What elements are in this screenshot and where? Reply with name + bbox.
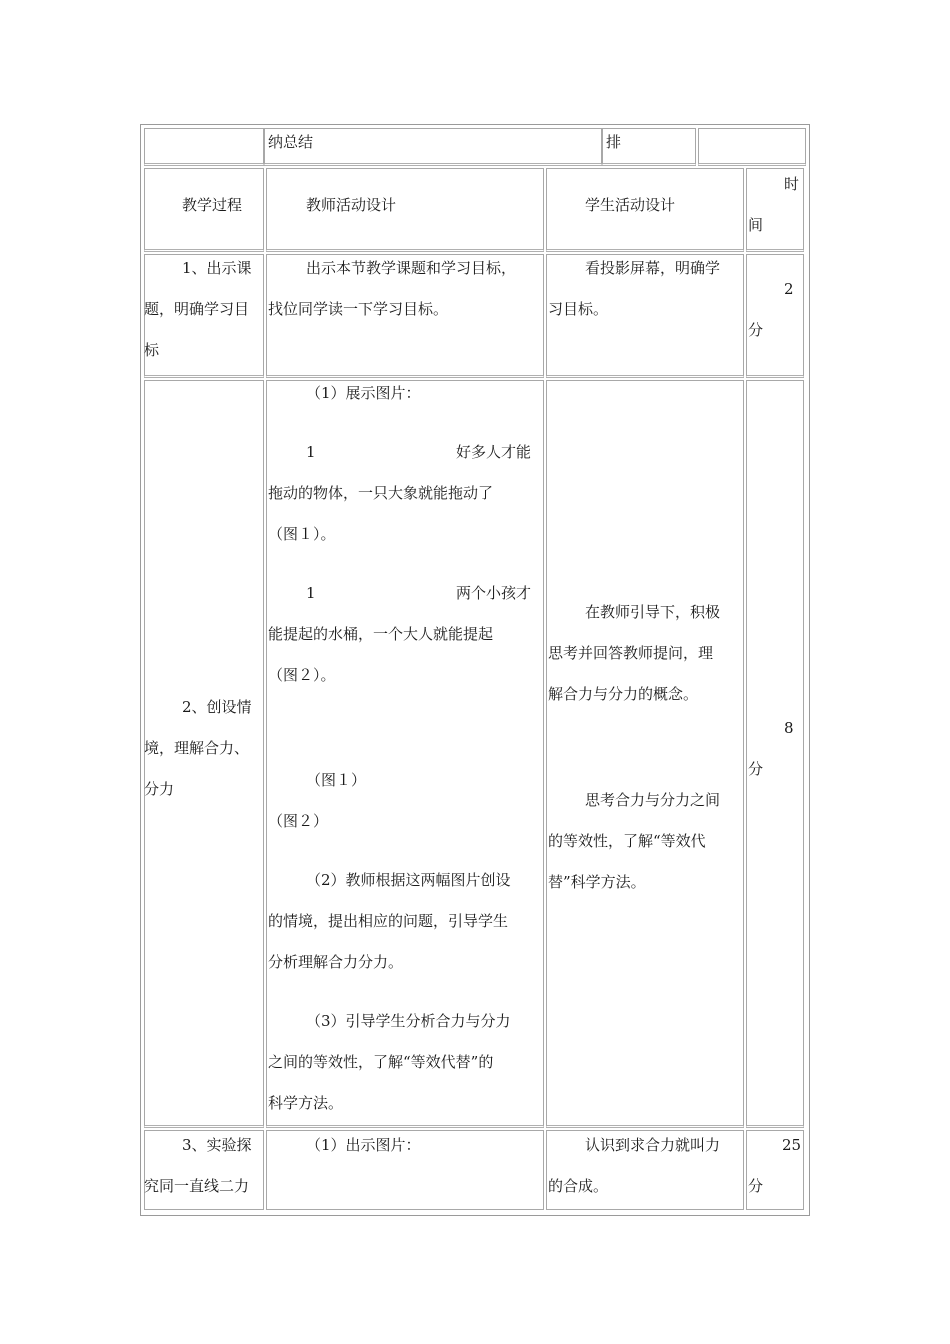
top-row-cell-1 bbox=[144, 128, 264, 166]
row1-student-line-1: 看投影屏幕，明确学 bbox=[585, 259, 721, 277]
row1-process-line-3: 标 bbox=[144, 341, 160, 359]
row2-teacher-p3-line-2: 之间的等效性，了解“等效代替”的 bbox=[268, 1053, 494, 1071]
row2-teacher-item2-a: 两个小孩才 bbox=[456, 584, 532, 602]
row2-teacher-p2-line-2: 的情境，提出相应的问题，引导学生 bbox=[268, 912, 509, 930]
header-student: 学生活动设计 bbox=[585, 196, 676, 214]
row2-teacher-p2-line-1: （2）教师根据这两幅图片创设 bbox=[306, 871, 511, 889]
row2-teacher-item2-b: 能提起的水桶，一个大人就能提起 bbox=[268, 625, 494, 643]
row2-teacher-show-images: （1）展示图片： bbox=[306, 384, 421, 402]
row2-student-p2-line-2: 的等效性，了解“等效代 bbox=[548, 832, 706, 850]
row2-process-line-1: 2、创设情 bbox=[182, 698, 252, 716]
row1-process-line-1: 1、出示课 bbox=[182, 259, 252, 277]
header-time-1: 时 bbox=[784, 175, 800, 193]
row2-teacher-p2-line-3: 分析理解合力分力。 bbox=[268, 953, 404, 971]
row3-student-line-1: 认识到求合力就叫力 bbox=[585, 1136, 721, 1154]
row2-teacher-p3-line-1: （3）引导学生分析合力与分力 bbox=[306, 1012, 511, 1030]
row2-student-cell bbox=[546, 380, 744, 1128]
row3-process-line-1: 3、实验探 bbox=[182, 1136, 252, 1154]
row1-student-line-2: 习目标。 bbox=[548, 300, 609, 318]
row2-time-unit: 分 bbox=[748, 760, 764, 778]
row3-process-line-2: 究同一直线二力 bbox=[144, 1177, 250, 1195]
row2-teacher-item1-a: 好多人才能 bbox=[456, 443, 532, 461]
row2-student-p2-line-3: 替”科学方法。 bbox=[548, 873, 646, 891]
row1-time-unit: 分 bbox=[748, 321, 764, 339]
row3-student-line-2: 的合成。 bbox=[548, 1177, 609, 1195]
top-row-left-text: 纳总结 bbox=[268, 133, 314, 151]
row2-student-p1-line-1: 在教师引导下，积极 bbox=[585, 603, 721, 621]
row1-time-cell bbox=[746, 254, 804, 378]
row2-time-cell bbox=[746, 380, 804, 1128]
row2-teacher-fig2: （图２） bbox=[268, 812, 329, 830]
top-row-cell-2 bbox=[264, 128, 602, 166]
row2-teacher-item1-num: 1 bbox=[306, 443, 316, 461]
row2-teacher-p3-line-3: 科学方法。 bbox=[268, 1094, 344, 1112]
row2-student-p1-line-2: 思考并回答教师提问，理 bbox=[548, 644, 714, 662]
row2-process-line-2: 境，理解合力、 bbox=[144, 739, 250, 757]
header-teacher: 教师活动设计 bbox=[306, 196, 397, 214]
row3-time-unit: 分 bbox=[748, 1177, 764, 1195]
row2-teacher-item1-c: （图１）。 bbox=[268, 525, 336, 543]
row1-process-line-2: 题，明确学习目 bbox=[144, 300, 250, 318]
row2-teacher-item2-c: （图２）。 bbox=[268, 666, 336, 684]
header-time-2: 间 bbox=[748, 216, 764, 234]
row1-time-value: 2 bbox=[784, 280, 794, 298]
row2-process-line-3: 分力 bbox=[144, 780, 175, 798]
row2-teacher-fig1: （图１） bbox=[306, 771, 367, 789]
row3-teacher-line-1: （1）出示图片： bbox=[306, 1136, 421, 1154]
row2-time-value: 8 bbox=[784, 719, 794, 737]
row1-teacher-line-2: 找位同学读一下学习目标。 bbox=[268, 300, 449, 318]
row2-teacher-item2-num: 1 bbox=[306, 584, 316, 602]
row1-teacher-line-1: 出示本节教学课题和学习目标， bbox=[306, 259, 517, 277]
row2-student-p1-line-3: 解合力与分力的概念。 bbox=[548, 685, 699, 703]
row2-teacher-item1-b: 拖动的物体，一只大象就能拖动了 bbox=[268, 484, 494, 502]
top-row-cell-4 bbox=[698, 128, 806, 166]
header-process: 教学过程 bbox=[182, 196, 243, 214]
row2-student-p2-line-1: 思考合力与分力之间 bbox=[585, 791, 721, 809]
top-row-right-text: 排 bbox=[606, 133, 622, 151]
row3-time-value: 25 bbox=[782, 1136, 802, 1154]
